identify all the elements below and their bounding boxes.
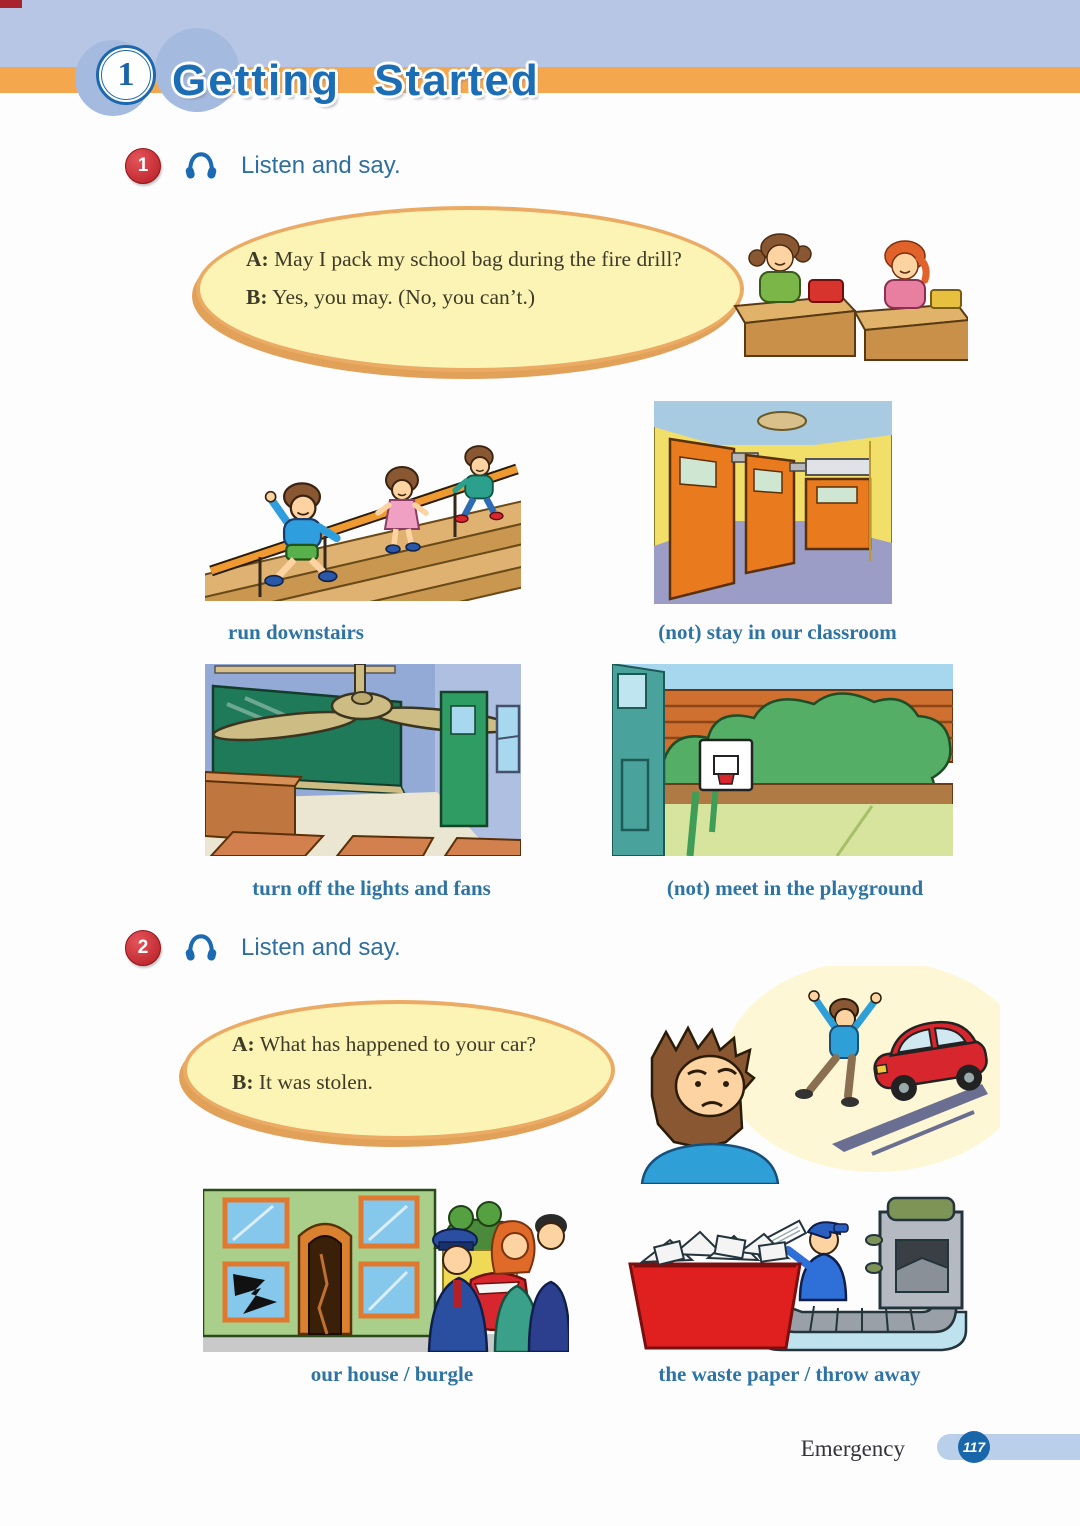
speaker-b-label: B:: [232, 1070, 254, 1094]
activity-number-badge: [125, 148, 161, 184]
dialogue-line-a: [246, 240, 682, 278]
speaker-a-text: May I pack my school bag during the fire drill?: [274, 247, 682, 271]
headphones-icon: [183, 149, 219, 183]
instruction-text: Listen and say.: [241, 152, 401, 179]
illustration-playground-basketball-hoop: [612, 664, 953, 856]
dialogue-line-a: [232, 1025, 536, 1063]
activity-number: 2: [137, 937, 149, 958]
illustration-school-corridor-with-doors: [654, 401, 892, 604]
page-number-badge: [958, 1431, 990, 1463]
instruction-text: Listen and say.: [241, 934, 401, 961]
dialogue-line-b: [246, 278, 682, 316]
footer-unit-name: Emergency: [800, 1436, 905, 1461]
illustration-children-running-downstairs: [205, 419, 521, 601]
speaker-a-label: A:: [246, 247, 269, 271]
unit-number: 1: [117, 56, 135, 93]
caption-our-house-burgle: our house / burgle: [310, 1362, 474, 1386]
scan-corner-mark: [0, 0, 22, 8]
caption-turn-off-lights-fans: turn off the lights and fans: [252, 876, 491, 900]
speaker-b-label: B:: [246, 285, 268, 309]
speaker-b-text: It was stolen.: [258, 1070, 373, 1094]
activity-1-header: [125, 148, 401, 184]
activity-number-badge: [125, 930, 161, 966]
activity-number: 1: [137, 155, 149, 176]
dialogue-2-text: [232, 1025, 536, 1101]
illustration-students-at-desks: [723, 210, 968, 362]
page-title: Getting Started: [172, 56, 540, 105]
dialogue-1-text: [246, 240, 682, 316]
dialogue-line-b: [232, 1063, 536, 1101]
activity-2-header: [125, 930, 401, 966]
caption-stay-in-classroom: (not) stay in our classroom: [658, 620, 897, 644]
headphones-icon: [183, 931, 219, 965]
illustration-stolen-car-thought: [622, 966, 1000, 1184]
illustration-police-at-burgled-house: [203, 1184, 569, 1352]
speaker-a-text: What has happened to your car?: [259, 1032, 537, 1056]
illustration-waste-paper-conveyor: [612, 1188, 968, 1352]
unit-number-badge: [96, 45, 156, 105]
caption-run-downstairs: run downstairs: [228, 620, 364, 644]
caption-meet-in-playground: (not) meet in the playground: [666, 876, 924, 900]
speaker-a-label: A:: [232, 1032, 255, 1056]
caption-waste-paper-throw-away: the waste paper / throw away: [658, 1362, 921, 1386]
speaker-b-text: Yes, you may. (No, you can’t.): [272, 285, 536, 309]
page-number: 117: [962, 1439, 986, 1455]
illustration-classroom-ceiling-fan: [205, 664, 521, 856]
